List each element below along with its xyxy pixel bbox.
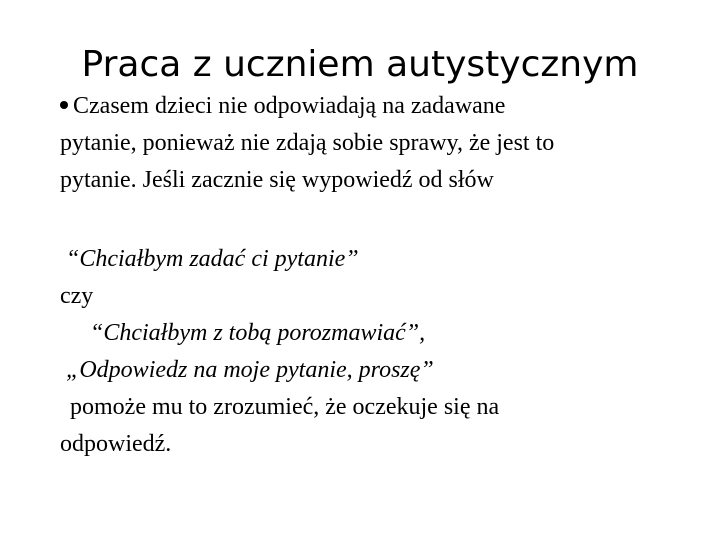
slide-title: Praca z uczniem autystycznym xyxy=(81,44,639,85)
bullet-icon xyxy=(60,101,68,109)
body-line-czy: czy xyxy=(60,283,94,309)
body-line-1: Czasem dzieci nie odpowiadają na zadawane xyxy=(73,93,506,119)
quote-line-2: “Chciałbym z tobą porozmawiać”, xyxy=(90,320,426,346)
slide-body xyxy=(60,88,680,463)
body-line-4: pomoże mu to zrozumieć, że oczekuje się na xyxy=(70,394,500,420)
body-line-3: pytanie. Jeśli zacznie się wypowiedź od słów xyxy=(60,167,494,193)
bullet-line xyxy=(60,88,680,125)
body-line-5: odpowiedź. xyxy=(60,431,172,457)
quote-line-3: „Odpowiedz na moje pytanie, proszę” xyxy=(66,357,434,383)
quote-line-1: “Chciałbym zadać ci pytanie” xyxy=(66,246,359,272)
body-line-2: pytanie, ponieważ nie zdają sobie sprawy, że jest to xyxy=(60,130,555,156)
spacer xyxy=(60,199,680,241)
